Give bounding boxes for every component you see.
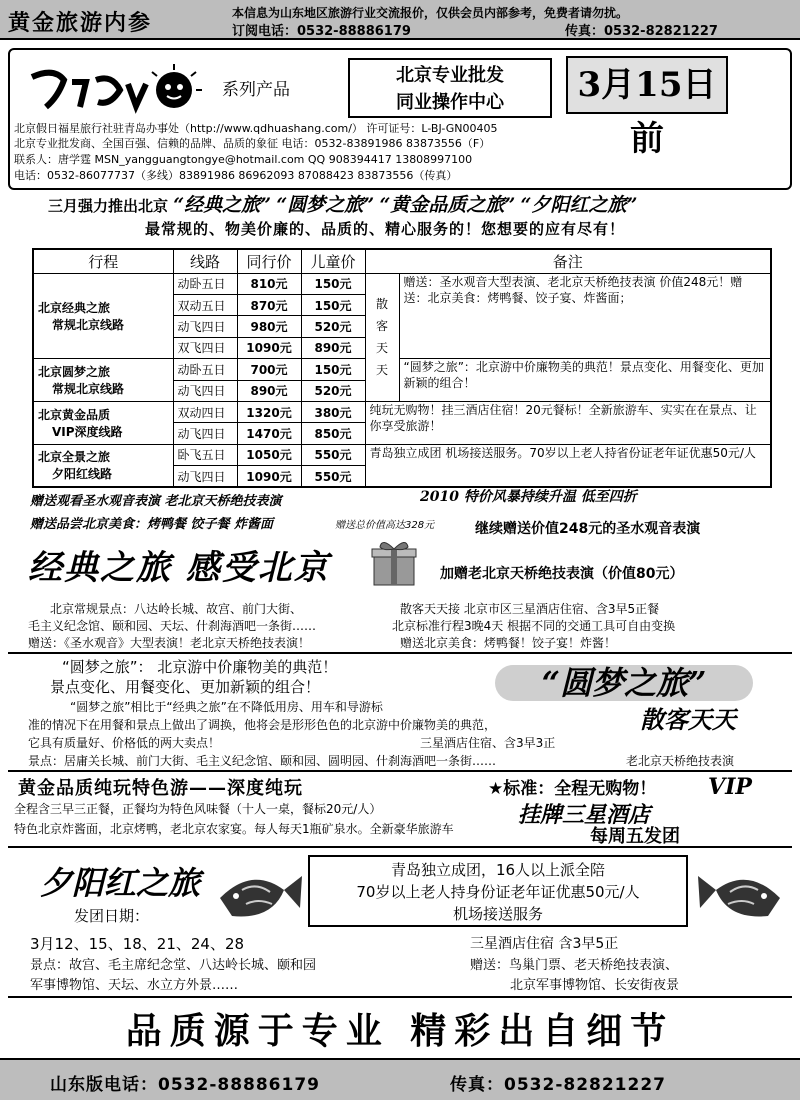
col-header-itinerary: 行程	[33, 249, 173, 273]
section-divider	[8, 846, 792, 848]
sunset-gift: 赠送：鸟巢门票、老天桥绝技表演、	[470, 958, 679, 973]
office-info: 北京假日福星旅行社驻青岛办事处（http://www.qdhuashang.com/） 许可证号：L-BJ-GN00405	[14, 122, 498, 135]
child-price-cell: 890元	[301, 337, 365, 358]
tour-dream: “圆梦之旅”	[276, 194, 375, 216]
phone-info: 电话：0532-86077737（多线）83891986 86962093 87088423 83873556（传真）	[14, 169, 458, 182]
promo-headline	[48, 190, 637, 217]
note-classic: 赠送：圣水观音大型表演、老北京天桥绝技表演 价值248元！赠送：北京美食：烤鸭餐、饺子宴、炸酱面；	[399, 273, 771, 359]
route-name: 北京全景之旅	[38, 450, 111, 465]
shandong-phone: 山东版电话：0532-88886179	[50, 1075, 320, 1095]
hub-line-2: 同业操作中心	[396, 92, 504, 113]
route-name: 北京圆梦之旅	[38, 365, 111, 380]
child-price-cell: 150元	[301, 273, 365, 294]
tianqiao-gift: 加赠老北京天桥绝技表演（价值80元）	[440, 566, 684, 582]
classic-standard: 北京标准行程3晚4天 根据不同的交通工具可自由变换	[392, 619, 676, 633]
series-label: 系列产品	[222, 80, 290, 100]
peer-price-cell: 700元	[237, 359, 301, 380]
dream-para-3: 它具有质量好、价格低的两大卖点！	[28, 736, 221, 750]
peer-price-cell: 1090元	[237, 337, 301, 358]
dream-logo: “圆梦之旅”	[495, 665, 753, 701]
child-price-cell: 550元	[301, 444, 365, 465]
route-cell: 动卧五日	[173, 273, 237, 294]
hub-line-1: 北京专业批发	[396, 65, 504, 86]
child-price-cell: 550元	[301, 466, 365, 487]
bottom-fax: 传真：0532-82821227	[450, 1075, 666, 1095]
section-divider	[8, 652, 792, 654]
dream-spots: 景点：居庸关长城、前门大街、毛主义纪念馆、颐和园、圆明园、什刹海酒吧一条街……	[28, 754, 497, 768]
route-name: 北京黄金品质	[38, 407, 111, 422]
classic-spots: 北京常规景点：八达岭长城、故宫、前门大街、	[50, 602, 303, 616]
table-row	[33, 359, 771, 380]
route-cell: 动飞四日	[173, 380, 237, 401]
dream-daily: 散客天天	[640, 705, 736, 734]
route-group-gold	[33, 401, 173, 444]
gold-para-1: 全程含三早三正餐，正餐均为特色风味餐（十人一桌，餐标20元/人）	[14, 802, 382, 816]
table-header-row	[33, 249, 771, 273]
contact-info: 联系人：唐学霆 MSN_yangguangtongye@hotmail.com QQ 908394417 13808997100	[14, 153, 473, 166]
sunset-box-line-3: 机场接送服务	[452, 905, 543, 923]
peer-price-cell: 1090元	[237, 466, 301, 487]
route-cell: 双动四日	[173, 401, 237, 422]
brand-info: 北京专业批发商、全国百强、信赖的品牌、品质的象征 电话：0532-83891986 83873556（F）	[14, 137, 491, 150]
vip-mark: VIP	[708, 774, 752, 800]
route-cell: 动飞四日	[173, 466, 237, 487]
route-type: 常规北京线路	[52, 382, 125, 397]
note-sunset: 青岛独立成团 机场接送服务。70岁以上老人持省份证老年证优惠50元/人	[365, 444, 771, 487]
classic-spots-2: 毛主义纪念馆、颐和园、天坛、什刹海酒吧一条街……	[28, 619, 317, 633]
route-group-classic	[33, 273, 173, 359]
child-price-cell: 150元	[301, 294, 365, 315]
carp-icon	[696, 860, 788, 930]
gold-title: 黄金品质纯玩特色游——深度纯玩	[18, 778, 303, 799]
price-table	[32, 248, 772, 488]
sunset-title: 夕阳红之旅	[40, 864, 201, 902]
sunset-spots: 景点：故宫、毛主席纪念堂、八达岭长城、颐和园	[30, 958, 317, 973]
route-type: 常规北京线路	[52, 317, 125, 332]
route-cell: 动卧五日	[173, 359, 237, 380]
gold-standard: ★标准：全程无购物！	[488, 779, 657, 799]
route-type: 夕阳红线路	[52, 467, 113, 482]
tour-gold: “黄金品质之旅”	[379, 194, 516, 216]
child-price-cell: 150元	[301, 359, 365, 380]
daily-departure	[365, 273, 399, 401]
route-cell: 卧飞五日	[173, 444, 237, 465]
route-cell: 双动五日	[173, 294, 237, 315]
col-header-route: 线路	[173, 249, 237, 273]
sunset-spots-2: 军事博物馆、天坛、水立方外景……	[30, 978, 239, 993]
child-price-cell: 380元	[301, 401, 365, 422]
sun-logo-icon	[24, 62, 209, 117]
sunset-hotel: 三星酒店住宿 含3早5正	[470, 936, 619, 952]
col-header-peer-price: 同行价	[237, 249, 301, 273]
promo-lead: 三月强力推出北京	[48, 197, 169, 215]
peer-price-cell: 890元	[237, 380, 301, 401]
member-notice: 本信息为山东地区旅游行业交流报价，仅供会员内部参考，免费者请勿扰。	[232, 6, 629, 20]
peer-price-cell: 980元	[237, 316, 301, 337]
dream-title: “圆梦之旅”： 北京游中价廉物美的典范！	[62, 658, 338, 676]
table-row	[33, 401, 771, 422]
gift-box-icon	[370, 535, 418, 587]
gold-hotel: 挂牌三星酒店	[518, 802, 651, 828]
child-price-cell: 520元	[301, 380, 365, 401]
section-divider	[8, 770, 792, 772]
price-storm-2010: 2010 特价风暴持续升温 低至四折	[420, 489, 637, 505]
route-cell: 双飞四日	[173, 337, 237, 358]
route-cell: 动飞四日	[173, 423, 237, 444]
daily-text: 散客天天	[375, 297, 388, 378]
carp-icon	[212, 860, 304, 930]
peer-price-cell: 810元	[237, 273, 301, 294]
sunset-box-line-2: 70岁以上老人持身份证老年证优惠50元/人	[356, 883, 640, 901]
classic-brand-slogan: 经典之旅 感受北京	[28, 548, 330, 588]
classic-gift-line: 赠送：《圣水观音》大型表演！老北京天桥绝技表演！	[28, 636, 311, 650]
route-type: VIP深度线路	[52, 424, 123, 439]
dream-para-1: “圆梦之旅”相比于“经典之旅”在不降低用房、用车和导游标	[70, 700, 383, 714]
child-price-cell: 850元	[301, 423, 365, 444]
col-header-notes: 备注	[365, 249, 771, 273]
valid-date-box: 3月15日前	[566, 56, 728, 114]
tour-classic: “经典之旅”	[173, 194, 272, 216]
note-gold: 纯玩无购物！挂三酒店住宿！20元餐标！全新旅游车、实实在在景点、让你享受旅游！	[365, 401, 771, 444]
table-row	[33, 273, 771, 294]
child-price-cell: 520元	[301, 316, 365, 337]
promo-subtitle: 最常规的、物美价廉的、品质的、精心服务的！您想要的应有尽有！	[145, 220, 626, 238]
tour-sunset: “夕阳红之旅”	[520, 194, 638, 216]
dream-tianqiao: 老北京天桥绝技表演	[626, 754, 735, 768]
gift-show-banner: 赠送观看圣水观音表演 老北京天桥绝技表演	[30, 490, 282, 509]
gift-food-banner: 赠送品尝北京美食：烤鸭餐 饺子餐 炸酱面	[30, 513, 273, 532]
note-dream: “圆梦之旅”：北京游中价廉物美的典范！景点变化、用餐变化、更加新颖的组合！	[399, 359, 771, 402]
peer-price-cell: 1320元	[237, 401, 301, 422]
classic-daily: 散客天天接 北京市区三星酒店住宿、含3早5正餐	[400, 602, 660, 616]
quality-slogan: 品质源于专业 精彩出自细节	[125, 1010, 675, 1052]
subscribe-phone: 订阅电话：0532-88886179	[232, 24, 411, 39]
section-divider	[8, 996, 792, 998]
peer-price-cell: 870元	[237, 294, 301, 315]
sunset-service-box	[308, 855, 688, 927]
route-group-sunset	[33, 444, 173, 487]
route-group-dream	[33, 359, 173, 402]
peer-price-cell: 1050元	[237, 444, 301, 465]
peer-price-cell: 1470元	[237, 423, 301, 444]
sunset-box-line-1: 青岛独立成团，16人以上派全陪	[390, 861, 606, 879]
sunset-gift-2: 北京军事博物馆、长安街夜景	[510, 978, 680, 993]
gold-para-2: 特色北京炸酱面，北京烤鸭，老北京农家宴。每人每天1瓶矿泉水。全新豪华旅游车	[14, 822, 454, 836]
classic-food: 赠送北京美食：烤鸭餐！饺子宴！炸酱！	[400, 636, 617, 650]
gold-depart: 每周五发团	[590, 826, 680, 847]
route-cell: 动飞四日	[173, 316, 237, 337]
sunset-dates: 3月12、15、18、21、24、28	[30, 935, 245, 953]
wholesale-hub-box	[348, 58, 552, 118]
sunset-depart-label: 发团日期：	[74, 907, 150, 925]
route-name: 北京经典之旅	[38, 300, 111, 315]
gift-total-value: 赠送总价值高达328元	[335, 520, 435, 531]
dream-subtitle: 景点变化、用餐变化、更加新颖的组合！	[50, 678, 321, 696]
top-fax: 传真：0532-82821227	[565, 24, 718, 39]
dream-hotel: 三星酒店住宿、含3早3正	[420, 736, 556, 750]
publication-title: 黄金旅游内参	[8, 11, 153, 36]
col-header-child-price: 儿童价	[301, 249, 365, 273]
continue-gift: 继续赠送价值248元的圣水观音表演	[475, 521, 701, 537]
dream-para-2: 准的情况下在用餐和景点上做出了调换，他将会是形形色色的北京游中价廉物美的典范，	[28, 718, 497, 732]
table-row	[33, 444, 771, 465]
